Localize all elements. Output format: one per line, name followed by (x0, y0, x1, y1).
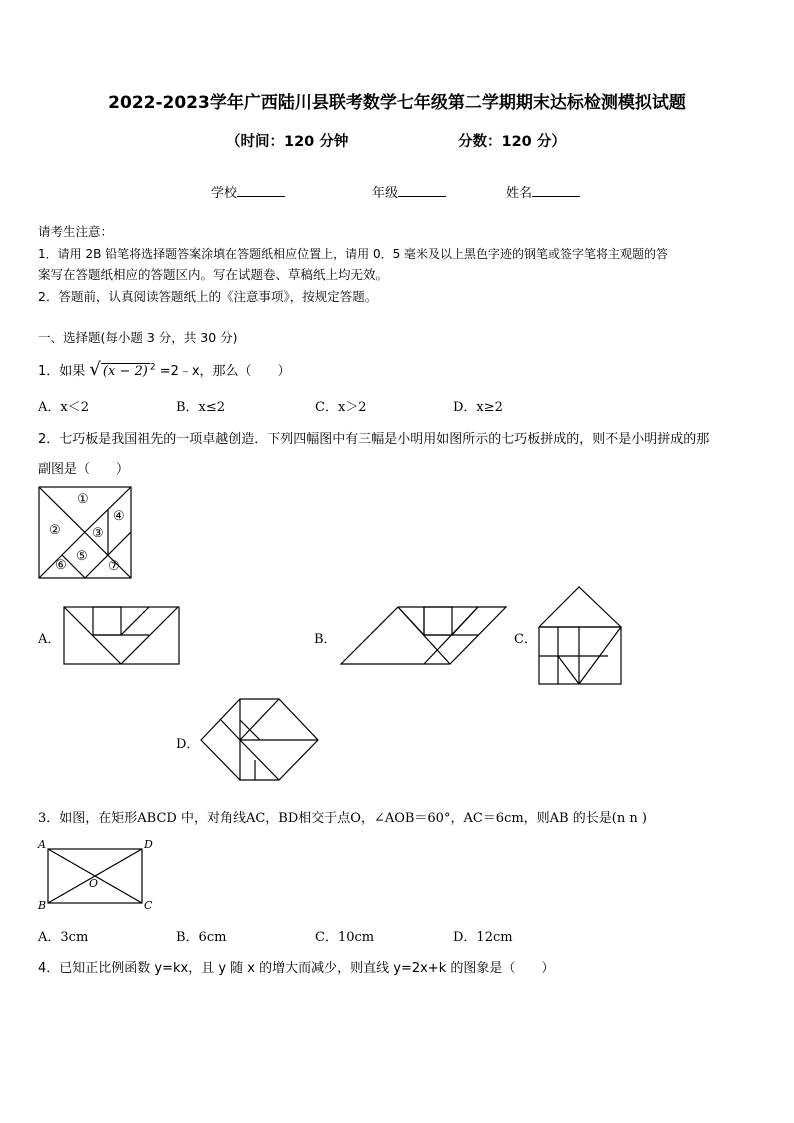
rectangle-abcd-figure (47, 848, 143, 904)
tangram-label-3: ③ (92, 526, 104, 541)
name-blank[interactable] (532, 184, 580, 197)
name-label: 姓名 (506, 186, 533, 201)
tangram-label-6: ⑥ (55, 558, 67, 573)
q1-option-b[interactable]: B．x≤2 (176, 400, 226, 415)
label-c: C (144, 899, 153, 912)
q2-figure-a[interactable] (63, 606, 181, 665)
school-label: 学校 (211, 186, 238, 201)
label-o: O (89, 877, 99, 890)
q3-text: 3．如图，在矩形ABCD 中，对角线AC，BD相交于点O，∠AOB＝60°，AC＝6cm，则AB 的长是( (38, 811, 617, 826)
q1-stem (38, 359, 291, 380)
q2-figure-c[interactable] (538, 586, 624, 687)
sqrt-icon: √ (89, 359, 101, 380)
grade-blank[interactable] (398, 184, 446, 197)
label-b: B (38, 899, 47, 912)
tangram-label-4: ④ (113, 509, 125, 524)
q2-figure-d[interactable] (200, 698, 320, 783)
q3-option-b[interactable]: B．6cm (176, 930, 227, 945)
exam-time: （时间：120 分钟 (226, 134, 349, 150)
q1-radicand: (x − 2) (102, 364, 148, 379)
q1-suffix: =2﹣x，那么（ ） (159, 364, 291, 379)
q3-stem (38, 807, 647, 826)
q3-option-c[interactable]: C．10cm (315, 930, 375, 945)
q2-option-b[interactable]: B． (314, 632, 337, 647)
q1-option-d[interactable]: D．x≥2 (453, 400, 503, 415)
q2-stem-line2: 副图是（ ） (38, 462, 130, 477)
q1-option-a[interactable]: A．x＜2 (38, 400, 89, 415)
q1-option-c[interactable]: C．x＞2 (315, 400, 367, 415)
tangram-label-1: ① (77, 492, 89, 507)
exam-score: 分数：120 分） (458, 134, 566, 150)
section-heading: 一、选择题(每小题 3 分，共 30 分) (38, 330, 238, 345)
school-blank[interactable] (237, 184, 285, 197)
q2-option-d[interactable]: D． (176, 737, 200, 752)
q1-prefix: 1．如果 (38, 364, 86, 379)
grade-label: 年级 (372, 186, 399, 201)
q3-option-a[interactable]: A．3cm (38, 930, 89, 945)
q3-option-d[interactable]: D．12cm (453, 930, 513, 945)
notice-item2: 2．答题前，认真阅读答题纸上的《注意事项》，按规定答题。 (38, 289, 378, 304)
name-field (506, 182, 580, 201)
tangram-label-5: ⑤ (76, 549, 88, 564)
label-a: A (38, 838, 46, 851)
exam-title: 2022-2023学年广西陆川县联考数学七年级第二学期期末达标检测模拟试题 (108, 93, 686, 113)
q2-stem-line1: 2．七巧板是我国祖先的一项卓越创造．下列四幅图中有三幅是小明用如图所示的七巧板拼成的，则不是小明拼成的那 (38, 432, 710, 447)
notice-item1-line2: 案写在答题纸相应的答题区内。写在试题卷、草稿纸上均无效。 (38, 267, 389, 282)
tangram-label-7: ⑦ (108, 559, 120, 574)
school-field (211, 182, 285, 201)
q2-option-c[interactable]: C． (514, 632, 537, 647)
q3-paren: n n ) (616, 811, 647, 826)
q2-figure-b[interactable] (340, 606, 508, 665)
tangram-label-2: ② (49, 523, 61, 538)
label-d: D (144, 838, 153, 851)
notice-item1-line1: 1．请用 2B 铅笔将选择题答案涂填在答题纸相应位置上，请用 0．5 毫米及以上黑色字迹的钢笔或签字笔将主观题的答 (38, 247, 669, 261)
notice-heading: 请考生注意： (38, 224, 114, 239)
q1-exponent: 2 (149, 362, 156, 373)
q4-stem: 4．已知正比例函数 y=kx，且 y 随 x 的增大而减少，则直线 y=2x+k 的图象是（ ） (38, 961, 555, 976)
q2-option-a[interactable]: A． (38, 632, 61, 647)
grade-field (372, 182, 446, 201)
